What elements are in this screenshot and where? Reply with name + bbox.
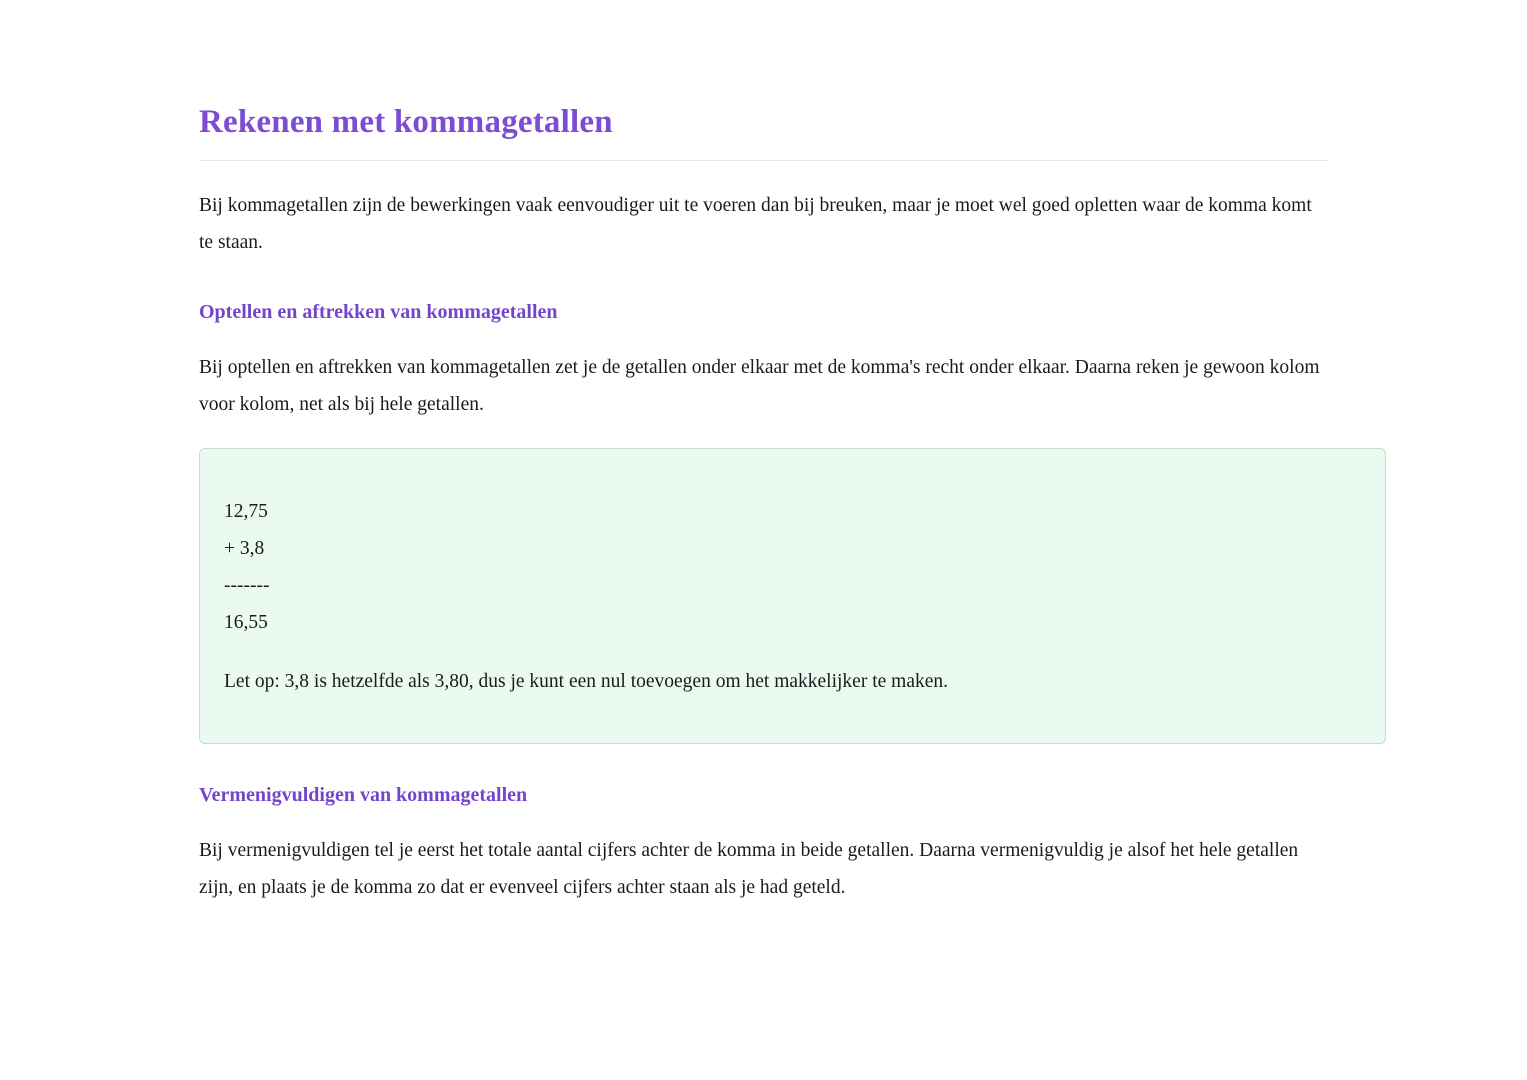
section-paragraph-vermenigvuldigen: Bij vermenigvuldigen tel je eerst het totale aantal cijfers achter de komma in beide getallen. Daarna vermenigvuldig je alsof het hele getallen zijn, en plaats je de komma zo dat er evenveel cijfers achter staan als je had geteld. <box>199 840 1299 898</box>
intro-paragraph: Bij kommagetallen zijn de bewerkingen vaak eenvoudiger uit te voeren dan bij breuken, maar je moet wel goed opletten waar de komma komt te staan. <box>199 195 1312 253</box>
calculation-block <box>224 493 1361 641</box>
section-heading-vermenigvuldigen: Vermenigvuldigen van kommagetallen <box>199 784 528 806</box>
page-title: Rekenen met kommagetallen <box>199 104 613 140</box>
example-box <box>199 448 1386 744</box>
section-heading-optellen: Optellen en aftrekken van kommagetallen <box>199 301 558 323</box>
calc-line-operand-1: 12,75 <box>224 501 268 522</box>
title-divider <box>199 160 1328 161</box>
section-paragraph-optellen: Bij optellen en aftrekken van kommagetallen zet je de getallen onder elkaar met de komma's recht onder elkaar. Daarna reken je gewoon kolom voor kolom, net als bij hele getallen. <box>199 357 1320 415</box>
calc-line-result: 16,55 <box>224 612 268 633</box>
calc-line-operand-2: + 3,8 <box>224 538 265 559</box>
example-note: Let op: 3,8 is hetzelfde als 3,80, dus je kunt een nul toevoegen om het makkelijker te maken. <box>224 671 949 692</box>
calc-line-rule: ------- <box>224 575 270 596</box>
